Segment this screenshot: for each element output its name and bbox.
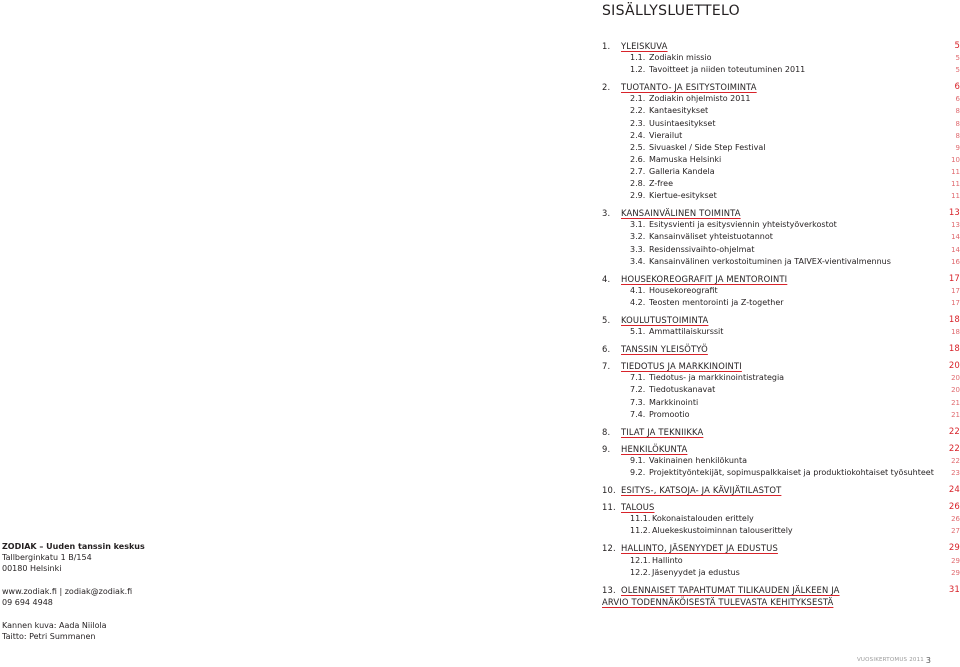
toc-subsection-page: 8 xyxy=(955,131,960,140)
toc-subsection-page: 14 xyxy=(951,233,960,242)
toc-subsection-number: 2.8. xyxy=(630,179,646,189)
toc-section-page: 18 xyxy=(948,314,960,325)
toc-subsection-page: 10 xyxy=(951,155,960,164)
toc-subsection-title: Kiertue-esitykset xyxy=(649,191,717,201)
toc-subsection-number: 11.2. xyxy=(630,526,651,536)
toc-subsection[interactable] xyxy=(602,105,960,117)
toc-section[interactable] xyxy=(602,484,960,496)
toc-subsection-title: Kansainvälinen verkostoituminen ja TAIVEX-vientivalmennus xyxy=(649,256,891,266)
toc-section-page: 6 xyxy=(954,82,960,93)
toc-section-page: 18 xyxy=(948,344,960,355)
toc-subsection-number: 3.2. xyxy=(630,232,646,242)
toc-subsection-number: 2.5. xyxy=(630,142,646,152)
toc-subsection-page: 16 xyxy=(951,257,960,266)
toc-subsection[interactable] xyxy=(602,190,960,202)
toc-subsection-page: 14 xyxy=(951,245,960,254)
toc-subsection[interactable] xyxy=(602,285,960,297)
toc-section-title: HALLINTO, JÄSENYYDET JA EDUSTUS xyxy=(621,543,778,554)
toc-subsection[interactable] xyxy=(602,525,960,537)
toc-subsection[interactable] xyxy=(602,555,960,567)
toc-subsection-page: 17 xyxy=(951,286,960,295)
toc-subsection-number: 7.4. xyxy=(630,409,646,419)
toc-section[interactable] xyxy=(602,426,960,438)
toc-section-number: 10. xyxy=(602,485,616,496)
toc-section-number: 1. xyxy=(602,41,611,51)
toc-subsection-page: 13 xyxy=(951,221,960,230)
toc-subsection-title: Aluekeskustoiminnan talouserittely xyxy=(652,526,793,536)
toc-section[interactable] xyxy=(602,273,960,285)
toc-section-page: 13 xyxy=(948,208,960,219)
toc-subsection-page: 27 xyxy=(951,527,960,536)
toc-subsection-page: 9 xyxy=(955,143,960,152)
toc-subsection[interactable] xyxy=(602,567,960,579)
toc-subsection-number: 1.2. xyxy=(630,65,646,75)
toc-subsection-number: 2.9. xyxy=(630,191,646,201)
toc-subsection[interactable] xyxy=(602,297,960,309)
toc-subsection-page: 18 xyxy=(951,328,960,337)
toc-section-title: TANSSIN YLEISÖTYÖ xyxy=(621,344,708,355)
toc-section-line xyxy=(602,584,960,596)
toc-subsection-title: Tiedotuskanavat xyxy=(649,385,716,395)
toc-subsection-page: 5 xyxy=(955,66,960,75)
toc-section-title: TIEDOTUS JA MARKKINOINTI xyxy=(621,361,742,372)
toc-subsection-number: 12.2. xyxy=(630,567,651,577)
toc-subsection-page: 5 xyxy=(955,54,960,63)
toc-section-page: 31 xyxy=(948,584,960,595)
address-block xyxy=(2,541,145,574)
toc-subsection-number: 2.7. xyxy=(630,166,646,176)
toc-subsection-page: 8 xyxy=(955,107,960,116)
contact-info xyxy=(2,541,145,642)
toc-subsection[interactable] xyxy=(602,244,960,256)
toc-subsection-number: 3.1. xyxy=(630,220,646,230)
toc-subsection-title: Kansainväliset yhteistuotannot xyxy=(649,232,773,242)
toc-subsection-number: 7.2. xyxy=(630,385,646,395)
toc-section-number: 7. xyxy=(602,361,611,372)
toc-section[interactable] xyxy=(602,584,960,608)
phone-number: 09 694 4948 xyxy=(2,598,53,607)
toc-section-number: 4. xyxy=(602,273,611,284)
toc-subsection-title: Promootio xyxy=(649,409,690,419)
toc-section-title: KOULUTUSTOIMINTA xyxy=(621,314,709,325)
layout-credit: Taitto: Petri Summanen xyxy=(2,632,96,641)
toc-subsection-page: 20 xyxy=(951,386,960,395)
toc-subsection[interactable] xyxy=(602,256,960,268)
toc-subsection-title: Zodiakin missio xyxy=(649,53,712,63)
toc-section[interactable] xyxy=(602,501,960,513)
footer-label: VUOSIKERTOMUS 2011 xyxy=(856,657,924,663)
toc-section[interactable] xyxy=(602,40,960,52)
toc-section-number: 3. xyxy=(602,208,611,219)
toc-section[interactable] xyxy=(602,81,960,93)
toc-section-title: KANSAINVÄLINEN TOIMINTA xyxy=(621,208,741,219)
address-line-2: 00180 Helsinki xyxy=(2,564,62,573)
toc-subsection[interactable] xyxy=(602,397,960,409)
toc-section-page: 22 xyxy=(948,443,960,454)
toc-subsection-number: 3.4. xyxy=(630,256,646,266)
toc-subsection[interactable] xyxy=(602,52,960,64)
toc-subsection-title: Mamuska Helsinki xyxy=(649,154,722,164)
toc-subsection-title: Kokonaistalouden erittely xyxy=(652,514,754,524)
toc-subsection[interactable] xyxy=(602,231,960,243)
toc-subsection-number: 11.1. xyxy=(630,514,651,524)
toc-subsection[interactable] xyxy=(602,118,960,130)
toc-subsection[interactable] xyxy=(602,142,960,154)
toc-subsection[interactable] xyxy=(602,64,960,76)
toc-section-title: HENKILÖKUNTA xyxy=(621,443,688,454)
toc-subsection-page: 23 xyxy=(951,469,960,477)
toc-subsection-title: Zodiakin ohjelmisto 2011 xyxy=(649,94,751,104)
toc-subsection-page: 20 xyxy=(951,374,960,383)
toc-subsection-page: 11 xyxy=(951,167,960,176)
page-title: SISÄLLYSLUETTELO xyxy=(602,3,740,19)
page-number: 3 xyxy=(925,656,931,665)
toc-subsection[interactable] xyxy=(602,219,960,231)
toc-section-number: 2. xyxy=(602,82,611,93)
toc-subsection-number: 2.3. xyxy=(630,118,646,128)
toc-section[interactable] xyxy=(602,360,960,372)
toc-section-title: HOUSEKOREOGRAFIT JA MENTOROINTI xyxy=(621,273,788,284)
toc-section-page: 22 xyxy=(948,426,960,437)
toc-subsection-title: Vierailut xyxy=(649,130,683,140)
toc-subsection-page: 26 xyxy=(951,515,960,524)
toc-section[interactable] xyxy=(602,443,960,455)
toc-subsection-number: 2.4. xyxy=(630,130,646,140)
table-of-contents xyxy=(602,40,960,608)
toc-section-page: 17 xyxy=(948,273,960,284)
toc-section-number: 13. xyxy=(602,584,616,595)
website-email[interactable]: www.zodiak.fi | zodiak@zodiak.fi xyxy=(2,587,133,596)
toc-subsection-title: Tavoitteet ja niiden toteutuminen 2011 xyxy=(649,65,806,75)
toc-subsection[interactable] xyxy=(602,467,960,479)
cover-credit: Kannen kuva: Aada Niilola xyxy=(2,621,107,630)
toc-subsection-number: 7.3. xyxy=(630,397,646,407)
toc-section-page: 26 xyxy=(948,502,960,513)
toc-subsection[interactable] xyxy=(602,513,960,525)
toc-subsection[interactable] xyxy=(602,130,960,142)
toc-subsection-page: 6 xyxy=(955,95,960,104)
toc-subsection-title: Z-free xyxy=(649,179,673,189)
toc-subsection-number: 2.2. xyxy=(630,106,646,116)
toc-section-number: 6. xyxy=(602,344,611,355)
toc-subsection-title: Sivuaskel / Side Step Festival xyxy=(649,142,766,152)
toc-subsection-title: Kantaesitykset xyxy=(649,106,709,116)
toc-section-line xyxy=(602,596,960,608)
toc-section-number: 9. xyxy=(602,443,611,454)
toc-subsection-number: 2.6. xyxy=(630,154,646,164)
toc-section-title-continued: ARVIO TODENNÄKÖISESTÄ TULEVASTA KEHITYKSESTÄ xyxy=(602,596,834,607)
org-name: ZODIAK – Uuden tanssin keskus xyxy=(2,542,145,551)
web-block xyxy=(2,586,145,608)
toc-subsection-page: 11 xyxy=(951,180,960,189)
toc-subsection-title: Projektityöntekijät, sopimuspalkkaiset ja produktiokohtaiset työsuhteet xyxy=(649,468,934,477)
toc-subsection-title: Teosten mentorointi ja Z-together xyxy=(649,297,784,307)
toc-subsection[interactable] xyxy=(602,384,960,396)
toc-subsection-page: 29 xyxy=(951,556,960,565)
credits-block xyxy=(2,620,145,642)
toc-section[interactable] xyxy=(602,207,960,219)
toc-section-title: TALOUS xyxy=(621,502,655,513)
toc-subsection[interactable] xyxy=(602,326,960,338)
toc-subsection-page: 17 xyxy=(951,298,960,307)
toc-section-title: YLEISKUVA xyxy=(621,41,668,51)
toc-subsection[interactable] xyxy=(602,93,960,105)
toc-subsection-number: 7.1. xyxy=(630,373,646,383)
toc-subsection-page: 8 xyxy=(955,119,960,128)
toc-section-title: TILAT JA TEKNIIKKA xyxy=(621,426,704,437)
toc-section-title: OLENNAISET TAPAHTUMAT TILIKAUDEN JÄLKEEN JA xyxy=(621,584,840,595)
toc-section-title: ESITYS-, KATSOJA- JA KÄVIJÄTILASTOT xyxy=(621,485,782,496)
toc-section-title: TUOTANTO- JA ESITYSTOIMINTA xyxy=(621,82,757,93)
toc-section-page: 20 xyxy=(948,361,960,372)
toc-section[interactable] xyxy=(602,314,960,326)
toc-section-number: 8. xyxy=(602,426,611,437)
toc-section[interactable] xyxy=(602,343,960,355)
toc-subsection[interactable] xyxy=(602,409,960,421)
toc-subsection[interactable] xyxy=(602,372,960,384)
toc-subsection-number: 4.1. xyxy=(630,285,646,295)
toc-subsection-page: 21 xyxy=(951,398,960,407)
toc-subsection-title: Housekoreografit xyxy=(649,285,718,295)
toc-subsection-title: Hallinto xyxy=(652,555,683,565)
toc-subsection-title: Tiedotus- ja markkinointistrategia xyxy=(649,373,785,383)
toc-subsection-title: Ammattilaiskurssit xyxy=(649,327,724,337)
toc-subsection-number: 4.2. xyxy=(630,297,646,307)
toc-subsection[interactable] xyxy=(602,178,960,190)
address-line-1: Tallberginkatu 1 B/154 xyxy=(2,553,92,562)
toc-section-number: 5. xyxy=(602,314,611,325)
toc-subsection-number: 12.1. xyxy=(630,555,651,565)
toc-subsection-title: Vakinainen henkilökunta xyxy=(649,455,748,465)
toc-subsection-title: Uusintaesitykset xyxy=(649,118,716,128)
toc-subsection-title: Galleria Kandela xyxy=(649,166,715,176)
toc-subsection[interactable] xyxy=(602,166,960,178)
toc-subsection-number: 9.2. xyxy=(630,468,646,477)
toc-subsection-number: 9.1. xyxy=(630,455,646,465)
toc-subsection-page: 21 xyxy=(951,410,960,419)
toc-subsection-title: Jäsenyydet ja edustus xyxy=(652,567,740,577)
toc-section-page: 29 xyxy=(948,543,960,554)
toc-subsection-page: 11 xyxy=(951,192,960,201)
toc-section-number: 12. xyxy=(602,543,616,554)
toc-section-page: 5 xyxy=(954,41,960,51)
toc-subsection-number: 2.1. xyxy=(630,94,646,104)
toc-section[interactable] xyxy=(602,542,960,554)
toc-subsection-number: 3.3. xyxy=(630,244,646,254)
toc-subsection-number: 1.1. xyxy=(630,53,646,63)
toc-subsection-title: Esitysvienti ja esitysviennin yhteistyöverkostot xyxy=(649,220,837,230)
toc-subsection[interactable] xyxy=(602,455,960,467)
toc-section-number: 11. xyxy=(602,502,616,513)
toc-subsection-title: Markkinointi xyxy=(649,397,699,407)
toc-subsection-page: 22 xyxy=(951,456,960,465)
toc-subsection-title: Residenssivaihto-ohjelmat xyxy=(649,244,755,254)
toc-subsection-page: 29 xyxy=(951,568,960,577)
toc-section-page: 24 xyxy=(948,485,960,496)
toc-subsection-number: 5.1. xyxy=(630,327,646,337)
toc-subsection[interactable] xyxy=(602,154,960,166)
